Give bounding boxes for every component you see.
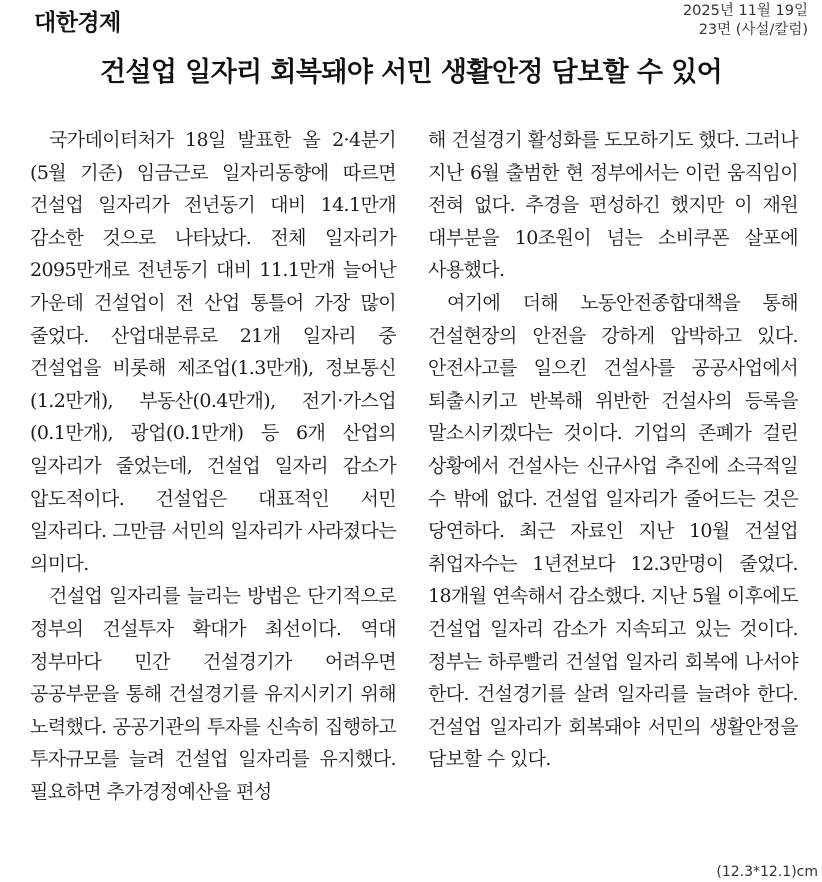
article-paragraph: 건설업 일자리를 늘리는 방법은 단기적으로 정부의 건설투자 확대가 최선이다. 역대 정부마다 민간 건설경기가 어려우면 공공부문을 통해 건설경기를 유지시키기 위해 노력했다. 공공기관의 투자를 신속히 집행하고 투자규모를 늘려 건설업 일자리를 유지했다. 필요하면 추가경정예산을 편성	[30, 585, 396, 803]
publication-meta	[683, 2, 808, 40]
editorial-headline: 건설업 일자리 회복돼야 서민 생활안정 담보할 수 있어	[99, 57, 723, 88]
article-paragraph: 국가데이터처가 18일 발표한 올 2·4분기(5월 기준) 임금근로 일자리동향에 따르면 건설업 일자리가 전년동기 대비 14.1만개 감소한 것으로 나타났다. 전체 일자리가 2095만개로 전년동기 대비 11.1만개 늘어난 가운데 건설업이 전 산업 통틀어 가장 많이 줄었다. 산업대분류로 21개 일자리 중 건설업을 비롯해 제조업(1.3만개), 정보통신(1.2만개), 부동산(0.4만개), 전기·가스업(0.1만개), 광업(0.1만개) 등 6개 산업의 일자리가 줄었는데, 건설업 일자리 감소가 압도적이다. 건설업은 대표적인 서민 일자리다. 그만큼 서민의 일자리가 사라졌다는 의미다.	[30, 129, 396, 575]
article-size-note: (12.3*12.1)cm	[716, 864, 818, 880]
article-paragraph: 여기에 더해 노동안전종합대책을 통해 건설현장의 안전을 강하게 압박하고 있다. 안전사고를 일으킨 건설사를 공공사업에서 퇴출시키고 반복해 위반한 건설사의 등록을 말소시키겠다는 것이다. 기업의 존폐가 걸린 상황에서 건설사는 신규사업 추진에 소극적일 수 밖에 없다. 건설업 일자리가 줄어드는 것은 당연하다. 최근 자료인 지난 10월 건설업 취업자수는 1년전보다 12.3만명이 줄었다. 18개월 연속해서 감소했다. 지난 5월 이후에도 건설업 일자리 감소가 지속되고 있는 것이다. 정부는 하루빨리 건설업 일자리 회복에 나서야 한다. 건설경기를 살려 일자리를 늘려야 한다. 건설업 일자리가 회복돼야 서민의 생활안정을 담보할 수 있다.	[428, 291, 798, 771]
article-column-right	[428, 124, 798, 776]
article-column-left	[30, 124, 396, 808]
page-section: 23면 (사설/칼럼)	[698, 22, 808, 38]
publication-date: 2025년 11월 19일	[682, 3, 808, 19]
newspaper-masthead: 대한경제	[34, 10, 121, 36]
article-paragraph-continued: 해 건설경기 활성화를 도모하기도 했다. 그러나 지난 6월 출범한 현 정부에서는 이런 움직임이 전혀 없다. 추경을 편성하긴 했지만 이 재원 대부분을 10조원이 넘는 소비쿠폰 살포에 사용했다.	[428, 129, 798, 282]
